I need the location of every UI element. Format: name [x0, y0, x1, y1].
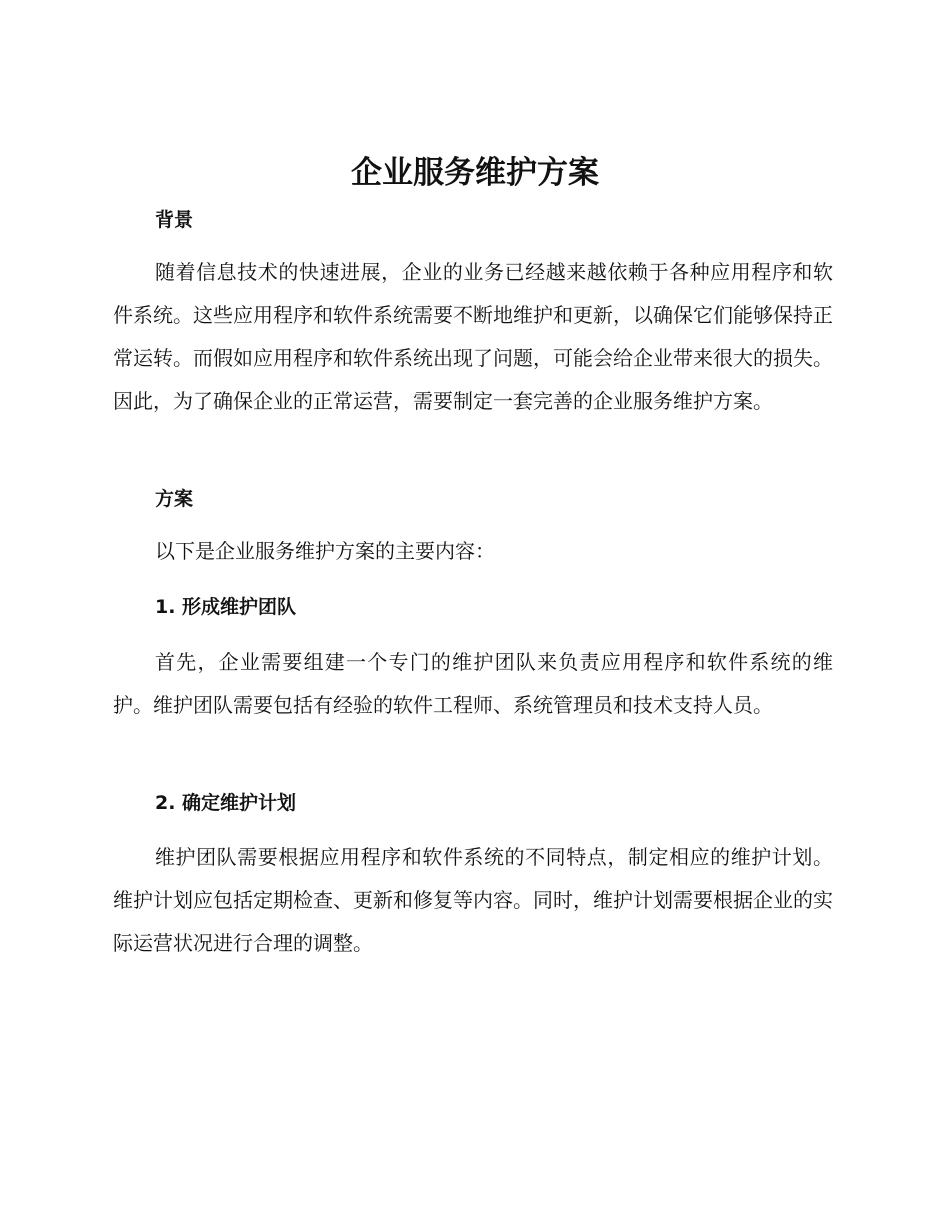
plan-intro: 以下是企业服务维护方案的主要内容：: [155, 539, 495, 563]
item2-heading: 2. 确定维护计划: [155, 792, 297, 814]
section-heading-plan: 方案: [155, 488, 194, 510]
item2-paragraph: 维护团队需要根据应用程序和软件系统的不同特点，制定相应的维护计划。维护计划应包括定期检查、更新和修复等内容。同时，维护计划需要根据企业的实际运营状况进行合理的调整。: [113, 845, 833, 955]
background-paragraph: 随着信息技术的快速进展，企业的业务已经越来越依赖于各种应用程序和软件系统。这些应用程序和软件系统需要不断地维护和更新，以确保它们能够保持正常运转。而假如应用程序和软件系统出现了问题，可能会给企业带来很大的损失。因此，为了确保企业的正常运营，需要制定一套完善的企业服务维护方案。: [113, 260, 833, 413]
item1-paragraph: 首先，企业需要组建一个专门的维护团队来负责应用程序和软件系统的维护。维护团队需要包括有经验的软件工程师、系统管理员和技术支持人员。: [113, 650, 833, 717]
section-heading-background: 背景: [155, 209, 194, 231]
document-title: 企业服务维护方案: [351, 155, 599, 191]
item1-heading: 1. 形成维护团队: [155, 596, 297, 618]
